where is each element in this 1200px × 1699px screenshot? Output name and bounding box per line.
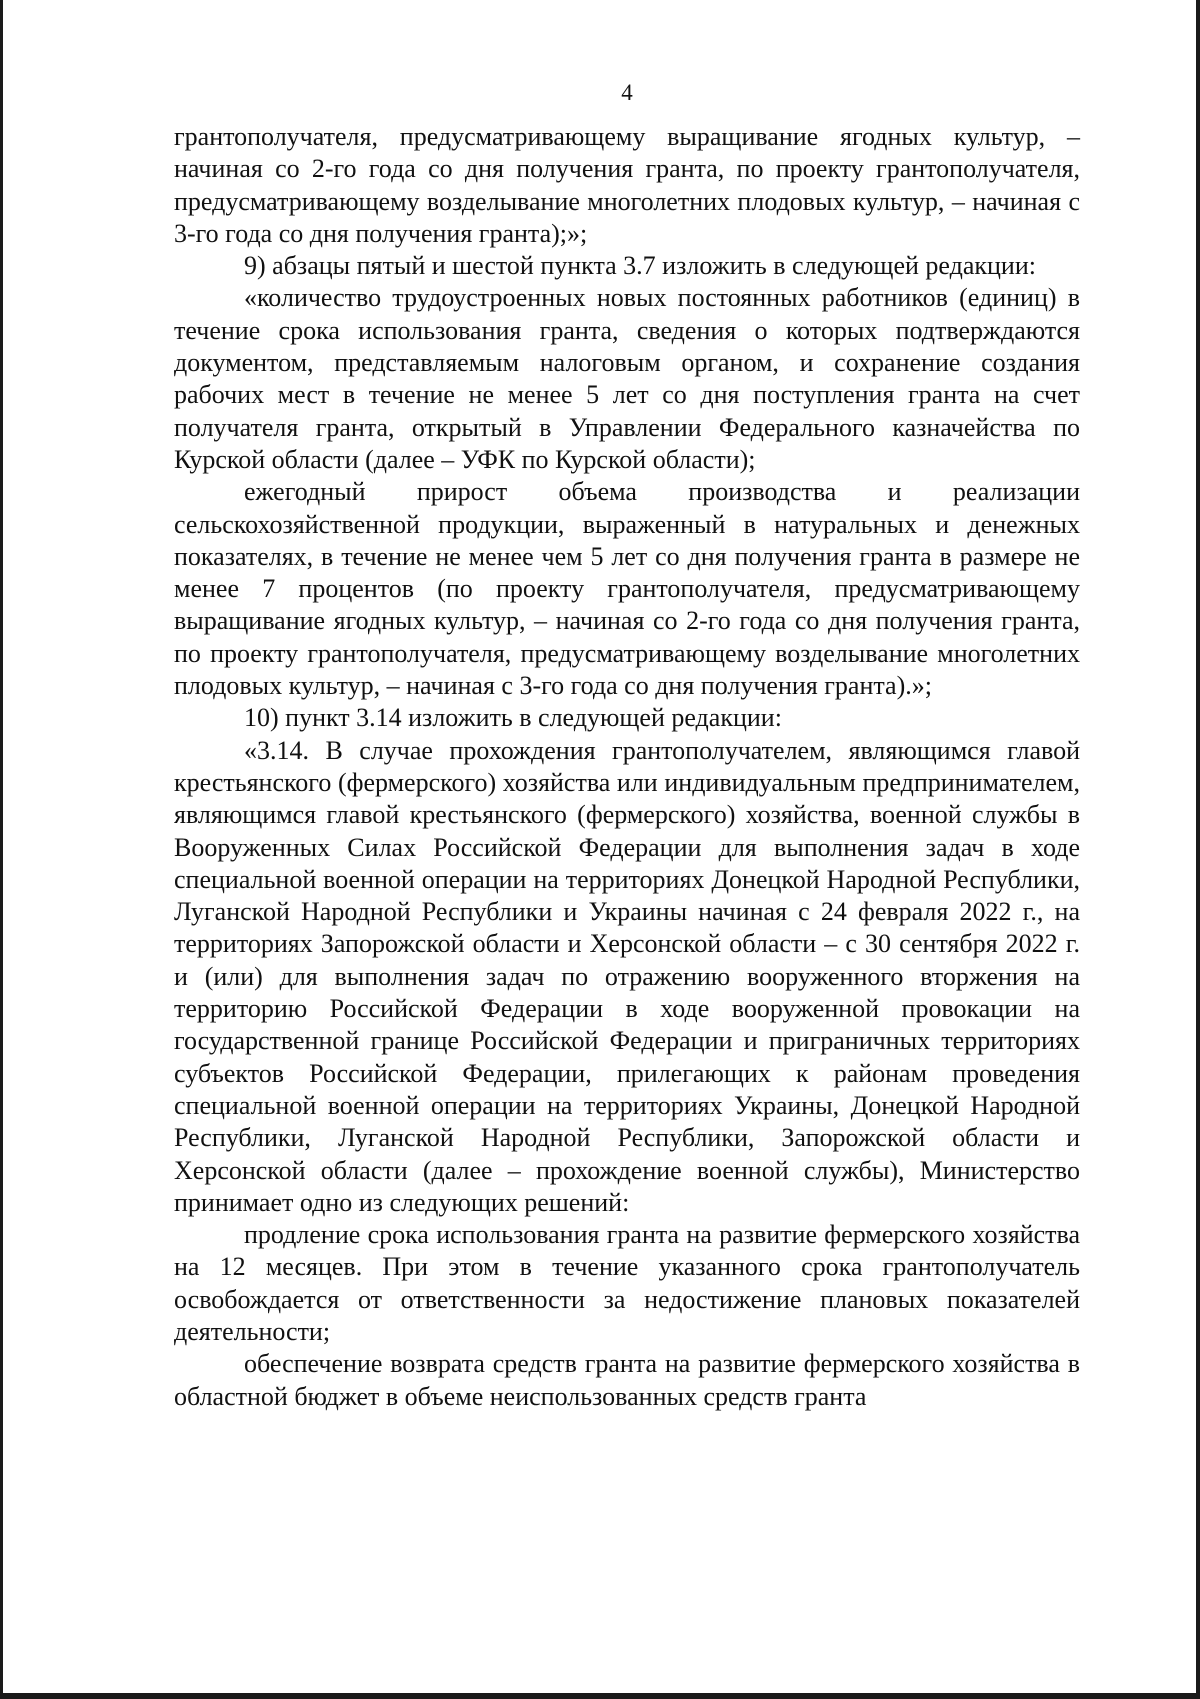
paragraph-item-9: 9) абзацы пятый и шестой пункта 3.7 изложить в следующей редакции: [244,251,1036,281]
paragraph-clause-3-14: «3.14. В случае прохождения грантополучателем, являющимся главой крестьянского (фермерского) хозяйства или индивидуальным предпринимателем, являющимся главой крестьянского (фермерского) хозяйства, военной службы в Вооруженных Силах Российской Федерации для выполнения задач в ходе специальной военной операции на территориях Донецкой Народной Республики, Луганской Народной Республики и Украины начиная с 24 февраля 2022 г., на территориях Запорожской области и Херсонской области – с 30 сентября 2022 г. и (или) для выполнения задач по отражению вооруженного вторжения на территорию Российской Федерации в ходе вооруженной провокации на государственной границе Российской Федерации и приграничных территориях субъектов Российской Федерации, прилегающих к районам проведения специальной военной операции на территориях Украины, Донецкой Народной Республики, Луганской Народной Республики, Запорожской области и Херсонской области (далее – прохождение военной службы), Министерство принимает одно из следующих решений: [174,735,1080,1217]
scan-border-left [0,0,3,1699]
paragraph-extension-decision: продление срока использования гранта на развитие фермерского хозяйства на 12 месяцев. При этом в течение указанного срока грантополучатель освобождается от ответственности за недостижение плановых показателей деятельности; [174,1220,1080,1346]
scan-border-bottom [0,1693,1200,1699]
page-number: 4 [621,80,633,105]
paragraph-return-decision: обеспечение возврата средств гранта на развитие фермерского хозяйства в областной бюджет в объеме неиспользованных средств гранта [174,1349,1080,1411]
paragraph-production-growth: ежегодный прирост объема производства и реализации сельскохозяйственной продукции, выраженный в натуральных и денежных показателях, в течение не менее чем 5 лет со дня получения гранта в размере не менее 7 процентов (по проекту грантополучателя, предусматривающему выращивание ягодных культур, – начиная со 2-го года со дня получения гранта, по проекту грантополучателя, предусматривающему возделывание многолетних плодовых культур, – начиная с 3-го года со дня получения гранта).»; [174,477,1080,701]
paragraph-continuation: грантополучателя, предусматривающему выращивание ягодных культур, – начиная со 2-го года со дня получения гранта, по проекту грантополучателя, предусматривающему возделывание многолетних плодовых культур, – начиная с 3-го года со дня получения гранта);»; [174,122,1080,248]
paragraph-quote-employees: «количество трудоустроенных новых постоянных работников (единиц) в течение срока использования гранта, сведения о которых подтверждаются документом, представляемым налоговым органом, и сохранение создания рабочих мест в течение не менее 5 лет со дня поступления гранта на счет получателя гранта, открытый в Управлении Федерального казначейства по Курской области (далее – УФК по Курской области); [174,283,1080,474]
paragraph-item-10: 10) пункт 3.14 изложить в следующей редакции: [244,703,782,733]
document-page [174,78,1080,1413]
scan-border-right [1196,0,1200,1699]
